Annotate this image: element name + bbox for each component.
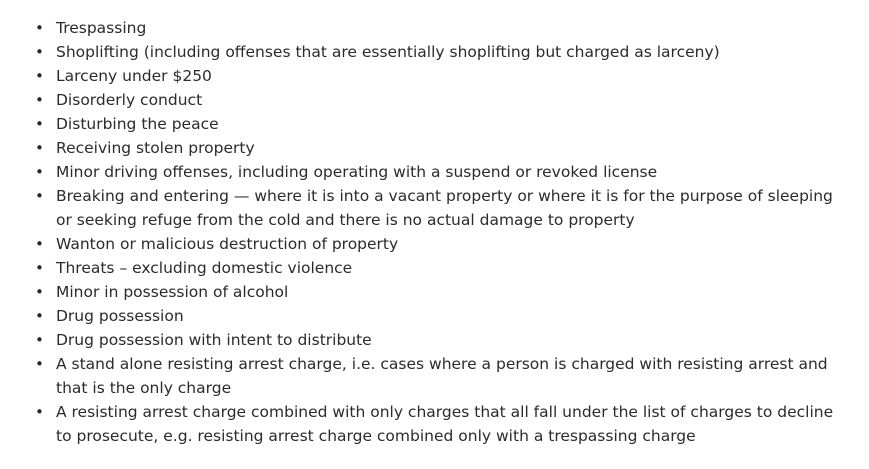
list-item xyxy=(35,16,846,40)
list-item-text: Shoplifting (including offenses that are essentially shoplifting but charged as larceny) xyxy=(56,43,720,61)
bullet-icon: • xyxy=(35,187,44,205)
bullet-icon: • xyxy=(35,163,44,181)
list-item-text: Wanton or malicious destruction of property xyxy=(56,235,399,253)
list-item-text: A resisting arrest charge combined with only charges that all fall under the list of charges to decline to prosecute, e.g. resisting arrest charge combined only with a trespassing charge xyxy=(56,403,834,445)
bullet-icon: • xyxy=(35,331,44,349)
list-item-text: Threats – excluding domestic violence xyxy=(56,259,353,277)
bullet-icon: • xyxy=(35,355,44,373)
bullet-icon: • xyxy=(35,115,44,133)
list-item xyxy=(35,64,846,88)
list-item-text: Breaking and entering — where it is into a vacant property or where it is for the purpose of sleeping or seeking refuge from the cold and there is no actual damage to property xyxy=(56,187,833,229)
list-item xyxy=(35,112,846,136)
list-item-text: Drug possession with intent to distribute xyxy=(56,331,372,349)
list-item-text: Receiving stolen property xyxy=(56,139,255,157)
list-item xyxy=(35,40,846,64)
list-item-text: Minor driving offenses, including operating with a suspend or revoked license xyxy=(56,163,658,181)
list-item xyxy=(35,280,846,304)
list-item-text: Minor in possession of alcohol xyxy=(56,283,289,301)
bullet-icon: • xyxy=(35,43,44,61)
bullet-icon: • xyxy=(35,19,44,37)
list-item xyxy=(35,352,846,400)
bullet-icon: • xyxy=(35,307,44,325)
list-item-text: Larceny under $250 xyxy=(56,67,212,85)
list-item-text: Trespassing xyxy=(56,19,147,37)
list-item-text: A stand alone resisting arrest charge, i.e. cases where a person is charged with resisting arrest and that is the only charge xyxy=(56,355,828,397)
list-item xyxy=(35,88,846,112)
bullet-icon: • xyxy=(35,403,44,421)
bullet-icon: • xyxy=(35,91,44,109)
list-item xyxy=(35,400,846,448)
list-item-text: Drug possession xyxy=(56,307,184,325)
list-item xyxy=(35,160,846,184)
charge-list xyxy=(0,16,846,448)
document-body xyxy=(0,16,869,448)
bullet-icon: • xyxy=(35,259,44,277)
list-item xyxy=(35,328,846,352)
list-item-text: Disorderly conduct xyxy=(56,91,203,109)
list-item xyxy=(35,304,846,328)
list-item-text: Disturbing the peace xyxy=(56,115,219,133)
bullet-icon: • xyxy=(35,235,44,253)
list-item xyxy=(35,184,846,232)
list-item xyxy=(35,256,846,280)
bullet-icon: • xyxy=(35,67,44,85)
bullet-icon: • xyxy=(35,139,44,157)
list-item xyxy=(35,232,846,256)
bullet-icon: • xyxy=(35,283,44,301)
list-item xyxy=(35,136,846,160)
